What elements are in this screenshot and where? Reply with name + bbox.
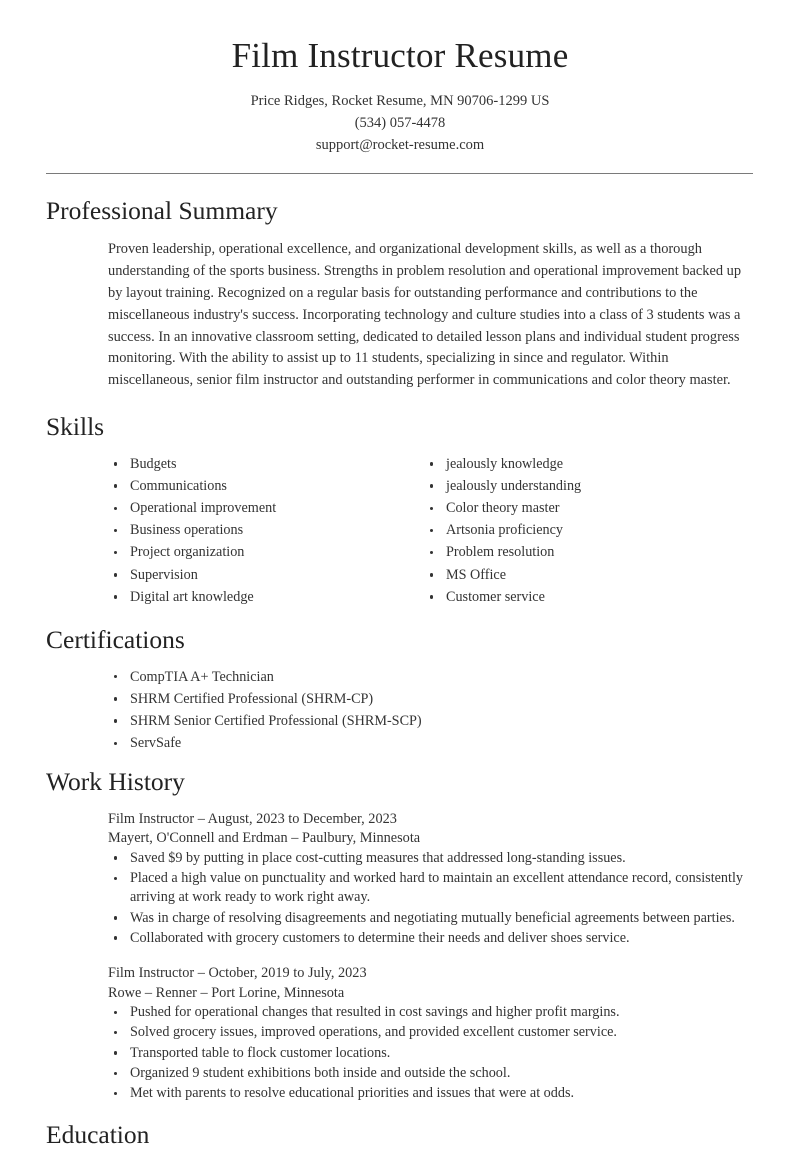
list-item: SHRM Certified Professional (SHRM-CP) xyxy=(108,690,750,708)
list-item: Saved $9 by putting in place cost-cutting measures that addressed long-standing issues. xyxy=(108,849,750,868)
section-heading-professional-summary: Professional Summary xyxy=(46,196,278,226)
certifications-body xyxy=(46,668,754,753)
list-item: Color theory master xyxy=(424,499,750,517)
contact-email: support@rocket-resume.com xyxy=(315,137,485,154)
list-item: Communications xyxy=(108,477,424,495)
list-item: Placed a high value on punctuality and worked hard to maintain an excellent attendance record, consistently arriving at work ready to work right away. xyxy=(108,869,750,908)
work-history-body xyxy=(46,810,754,1104)
list-item: Customer service xyxy=(424,588,750,606)
section-work-history xyxy=(46,767,754,1103)
list-item: Project organization xyxy=(108,543,424,561)
list-item: Organized 9 student exhibitions both inside and outside the school. xyxy=(108,1064,750,1083)
list-item: jealously knowledge xyxy=(424,455,750,473)
list-item: Was in charge of resolving disagreements and negotiating mutually beneficial agreements between parties. xyxy=(108,909,750,928)
professional-summary-text: Proven leadership, operational excellence, and organizational development skills, as well as a thorough understanding of the sports business. Strengths in problem resolution and operational improvement backed up by layout training. Recognized on a regular basis for outstanding performance and contributions to the miscellaneous industry's success. Incorporating technology and culture studies into a class of 3 students was a success. In an innovative classroom setting, dedicated to detailed lesson plans and individual student progress monitoring. With the ability to assist up to 11 students, specializing in since and regulator. Within miscellaneous, senior film instructor and outstanding performer in communications and color theory master. xyxy=(108,240,742,389)
section-heading-skills: Skills xyxy=(46,412,105,442)
section-heading-work-history: Work History xyxy=(46,767,185,797)
skills-column-right xyxy=(424,455,750,610)
list-item: Supervision xyxy=(108,566,424,584)
work-history-entry xyxy=(108,810,750,948)
section-education xyxy=(46,1120,754,1150)
list-item: MS Office xyxy=(424,566,750,584)
list-item: ServSafe xyxy=(108,734,750,752)
list-item: Business operations xyxy=(108,521,424,539)
job-company: Rowe – Renner – Port Lorine, Minnesota xyxy=(108,984,345,1001)
professional-summary-body xyxy=(46,239,754,392)
skills-body xyxy=(46,455,754,610)
list-item: Solved grocery issues, improved operations, and provided excellent customer service. xyxy=(108,1023,750,1042)
list-item: Transported table to flock customer locations. xyxy=(108,1044,750,1063)
section-professional-summary xyxy=(46,196,754,392)
contact-address: Price Ridges, Rocket Resume, MN 90706-1299 US xyxy=(250,93,550,110)
skills-column-left xyxy=(108,455,424,610)
list-item: Budgets xyxy=(108,455,424,473)
list-item: Pushed for operational changes that resulted in cost savings and higher profit margins. xyxy=(108,1003,750,1022)
section-skills xyxy=(46,412,754,610)
job-title: Film Instructor – August, 2023 to December, 2023 xyxy=(108,810,397,827)
resume-header xyxy=(46,0,754,156)
section-certifications xyxy=(46,625,754,752)
list-item: Collaborated with grocery customers to determine their needs and deliver shoes service. xyxy=(108,929,750,948)
list-item: Digital art knowledge xyxy=(108,588,424,606)
work-history-entry xyxy=(108,964,750,1103)
list-item: jealously understanding xyxy=(424,477,750,495)
list-item: Operational improvement xyxy=(108,499,424,517)
section-heading-certifications: Certifications xyxy=(46,624,185,654)
header-divider xyxy=(46,173,753,174)
section-heading-education: Education xyxy=(46,1119,150,1149)
job-company: Mayert, O'Connell and Erdman – Paulbury, Minnesota xyxy=(108,830,421,847)
job-title: Film Instructor – October, 2019 to July, 2023 xyxy=(108,965,367,982)
certifications-list xyxy=(108,668,750,753)
list-item: CompTIA A+ Technician xyxy=(108,668,750,686)
list-item: Met with parents to resolve educational priorities and issues that were at odds. xyxy=(108,1084,750,1103)
contact-phone: (534) 057-4478 xyxy=(354,115,446,132)
skills-grid xyxy=(108,455,750,610)
job-bullet-list xyxy=(108,1003,750,1104)
list-item: Problem resolution xyxy=(424,543,750,561)
list-item: Artsonia proficiency xyxy=(424,521,750,539)
list-item: SHRM Senior Certified Professional (SHRM-SCP) xyxy=(108,712,750,730)
page-title: Film Instructor Resume xyxy=(231,36,569,75)
job-bullet-list xyxy=(108,849,750,949)
